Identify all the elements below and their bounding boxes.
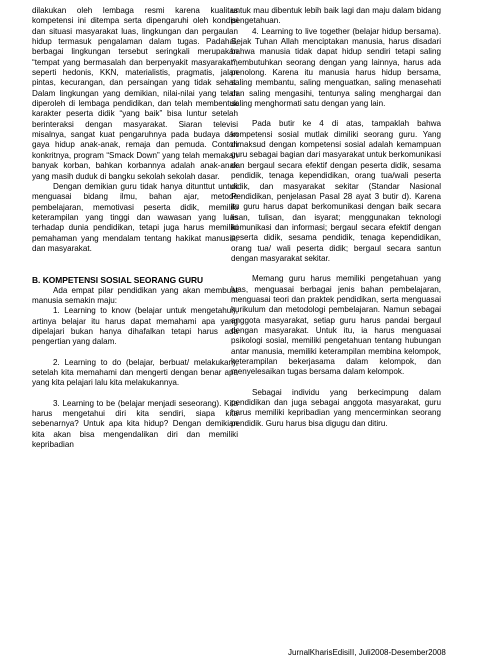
left-paragraph-2: Dengan demikian guru tidak hanya ditunttut untuk menguasai bidang ilmu, bahan ajar, metode pembelajaran, memotivasi peserta didik, memiliki keterampilan yang tinggi dan wawasan yang luas terhadap dunia pendidikan, tetapi juga harus memiliki pemahaman yang mendalam tentang hakikat manusia, dan masyarakat.: [32, 181, 238, 253]
right-paragraph-3: Pada butir ke 4 di atas, tampaklah bahwa kompetensi sosial mutlak dimiliki seorang guru. Yang dimaksud dengan kompetensi sosial adalah kemampuan guru sebagai bagian dari masyarakat untuk berkomunikasi dan bergaul secara efektif dengan peserta didik, sesama pendidik, tenaga kependidikan, orang tua/wali peserta didik, dan masyarakat sekitar (Standar Nasional Pendidikan, penjelasan Pasal 28 ayat 3 butir d). Karena itu guru harus dapat berkomunikasi dengan baik secara lisan, tulisan, dan isyarat; menggunakan teknologi komunikasi dan informasi; bergaul secara efektif dengan peserta didik, sesama pendidik, tenaga kependidikan, orang tua/ wali peserta didik; bergaul secara santun dengan masyarakat sekitar.: [231, 119, 441, 263]
page-footer: JurnalKharisEdisiII, Juli2008-Desember2008: [288, 648, 446, 657]
left-column: [32, 6, 238, 450]
right-paragraph-4: Memang guru harus memiliki pengetahuan yang luas, menguasai berbagai jenis bahan pembelajaran, menguasai teori dan praktek pendidikan, serta menguasai kurikulum dan metodologi pembelajaran. Namun sebagai anggota masyarakat, setiap guru harus pandai bergaul dengan masyarakat. Untuk itu, ia harus menguasai psikologi sosial, memiliki pengetahuan tentang hubungan antar manusia, memiliki keterampilan membina kelompok, keterampilan bekerjasama dalam kelompok, dan menyelesaikan tugas bersama dalam kelompok.: [231, 274, 441, 377]
pillar-1-paragraph: 1. Learning to know (belajar untuk mengetahui), artinya belajar itu harus dapat memahami apa yang dipelajari bukan hanya dihafalkan tetapi harus ada pengertian yang dalam.: [32, 306, 238, 347]
right-paragraph-1: untuk mau dibentuk lebih baik lagi dan maju dalam bidang pengetahuan.: [231, 6, 441, 26]
pillar-2-paragraph: 2. Learning to do (belajar, berbuat/ melakukan), setelah kita memahami dan mengerti dengan benar apa yang kita pelajari lalu kita melakukannya.: [32, 357, 238, 388]
pillar-4-paragraph: 4. Learning to live together (belajar hidup bersama). Sejak Tuhan Allah menciptakan manusia, harus disadari bahwa manusia tidak dapat hidup sendiri tetapi saling membutuhkan seorang dengan yang lainnya, harus ada penolong. Karena itu manusia harus hidup bersama, saling membantu, saling menguatkan, saling menasehati dan saling mengasihi, tentunya saling menghargai dan saling menghormati satu dengan yang lain.: [231, 26, 441, 109]
right-column: [231, 6, 441, 429]
right-paragraph-5: Sebagai individu yang berkecimpung dalam pendidikan dan juga sebagai anggota masyarakat, guru harus memiliki kepribadian yang mencerminkan seorang pendidik. Guru harus bisa digugu dan ditiru.: [231, 387, 441, 428]
pillar-3-paragraph: 3. Learning to be (belajar menjadi seseorang). Kita harus mengetahui diri kita sendiri, siapa kita sebenarnya? Untuk apa kita hidup? Dengan demikian kita akan bisa mengendalikan diri dan memiliki kepribadian: [32, 398, 238, 450]
left-paragraph-3: Ada empat pilar pendidikan yang akan membuat manusia semakin maju:: [32, 285, 238, 305]
left-paragraph-1: dilakukan oleh lembaga resmi karena kualitas kompetensi ini ditempa serta dipengaruhi oleh kondisi dan situasi masyarakat luas, lingkungan dan pergaulan hidup termasuk pengalaman dalam tugas. Padahal, berbagai lingkungan tersebut seringkali merupakan “tempat yang bermasalah dan berpenyakit masyarakat”, seperti hedonis, KKN, materialistis, pragmatis, jalan pintas, kecurangan, dan persaingan yang tidak sehat. Dalam lingkungan yang demikian, nilai-nilai yang telah diperoleh di lembaga pendidikan, dan telah membentuk karakter peserta didik “yang baik” bisa luntur setelah berinteraksi dengan masyarakat. Siaran televisi misalnya, sangat kuat pengaruhnya pada budaya dan gaya hidup anak-anak, remaja dan pemuda. Contoh konkritnya, program “Smack Down” yang telah memakan banyak korban, bahkan korbannya adalah anak-anak yang masih duduk di bangku sekolah sekolah dasar.: [32, 6, 238, 181]
section-heading: B. KOMPETENSI SOSIAL SEORANG GURU: [32, 275, 204, 286]
